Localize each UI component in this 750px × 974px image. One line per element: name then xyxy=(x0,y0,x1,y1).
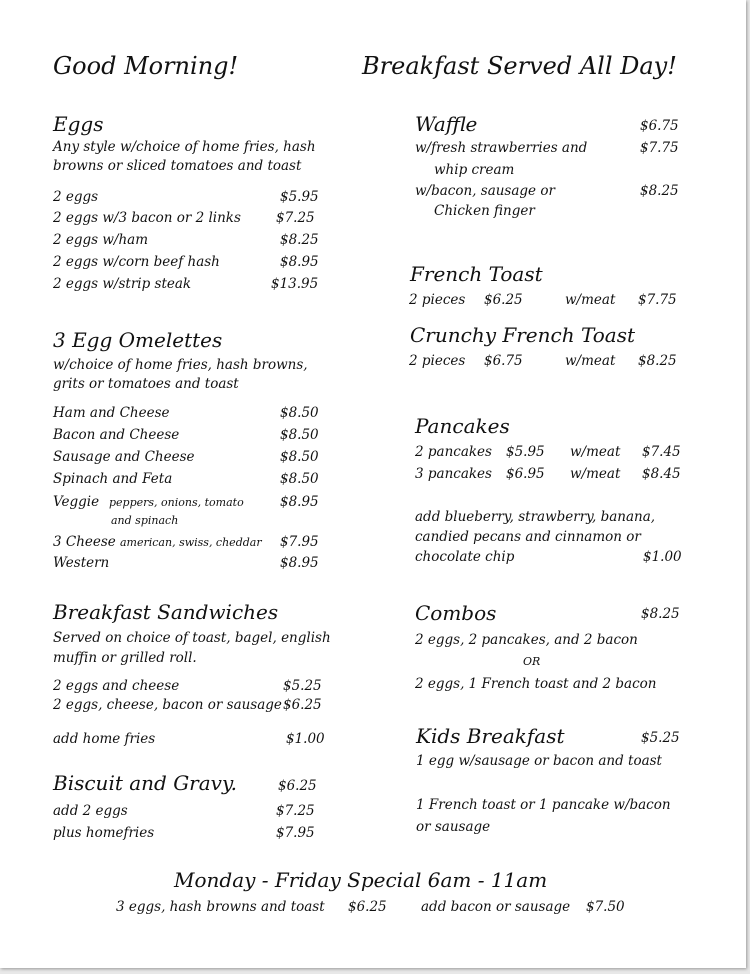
menu-item-price: $8.25 xyxy=(638,353,677,369)
menu-item-price: $8.50 xyxy=(280,405,319,421)
menu-item-name: 2 pieces xyxy=(409,353,466,369)
sandwiches-desc: Served on choice of toast, bagel, english xyxy=(53,630,331,646)
menu-item-name: plus homefries xyxy=(53,825,155,841)
menu-item-price: $6.75 xyxy=(484,353,523,369)
menu-item-name: w/fresh strawberries and xyxy=(415,140,588,156)
pancakes-add-text: candied pecans and cinnamon or xyxy=(415,529,641,545)
greeting-heading: Good Morning! xyxy=(53,52,239,80)
menu-item-name: 2 eggs xyxy=(53,189,99,205)
menu-item-price: $8.25 xyxy=(640,183,679,199)
menu-item-price: $7.45 xyxy=(642,444,681,460)
combos-title: Combos xyxy=(415,601,497,625)
menu-item-price: $1.00 xyxy=(286,731,325,747)
special-title: Monday - Friday Special 6am - 11am xyxy=(174,868,548,892)
menu-item-name: 3 Cheese xyxy=(53,534,116,550)
menu-item-name: 2 eggs, 1 French toast and 2 bacon xyxy=(415,676,657,692)
menu-item-name: Spinach and Feta xyxy=(53,471,173,487)
menu-item-price: $8.25 xyxy=(641,606,680,622)
menu-item-name: Veggie xyxy=(53,494,100,510)
menu-item-name: 2 pancakes xyxy=(415,444,492,460)
menu-item-name: 2 eggs, cheese, bacon or sausage xyxy=(53,697,282,713)
menu-item-price: $7.75 xyxy=(640,140,679,156)
menu-item-price: $8.45 xyxy=(642,466,681,482)
menu-item-name: whip cream xyxy=(434,162,515,178)
pancakes-add-text: add blueberry, strawberry, banana, xyxy=(415,509,656,525)
omelettes-desc: w/choice of home fries, hash browns, xyxy=(53,357,308,373)
eggs-desc: browns or sliced tomatoes and toast xyxy=(53,158,302,174)
menu-item-name: 2 eggs w/3 bacon or 2 links xyxy=(53,210,241,226)
menu-item-price: $5.95 xyxy=(280,189,319,205)
menu-item-price: $6.95 xyxy=(506,466,545,482)
special-add-price: $7.50 xyxy=(586,899,625,915)
menu-item-name: 2 eggs and cheese xyxy=(53,678,180,694)
menu-item-name: 2 eggs w/strip steak xyxy=(53,276,192,292)
menu-item-name: Bacon and Cheese xyxy=(53,427,180,443)
menu-item-name: 2 pieces xyxy=(409,292,466,308)
menu-item-name: Ham and Cheese xyxy=(53,405,170,421)
menu-item-price: $13.95 xyxy=(271,276,319,292)
menu-item-price: $8.95 xyxy=(280,254,319,270)
biscuit-title: Biscuit and Gravy. xyxy=(53,771,237,795)
menu-item-price: $6.25 xyxy=(484,292,523,308)
crunchy-french-toast-title: Crunchy French Toast xyxy=(410,323,636,347)
menu-item-name: 1 egg w/sausage or bacon and toast xyxy=(416,753,662,769)
menu-item-name: 1 French toast or 1 pancake w/bacon xyxy=(416,797,671,813)
menu-item-price: $5.95 xyxy=(506,444,545,460)
menu-item-name: add 2 eggs xyxy=(53,803,128,819)
menu-item-note: peppers, onions, tomato xyxy=(109,496,244,509)
menu-item-note: and spinach xyxy=(111,514,179,527)
menu-item-price: $8.95 xyxy=(280,494,319,510)
french-toast-title: French Toast xyxy=(410,262,543,286)
omelettes-title: 3 Egg Omelettes xyxy=(53,328,223,352)
menu-item-note: american, swiss, cheddar xyxy=(120,536,262,549)
menu-item-price: $8.50 xyxy=(280,449,319,465)
menu-item-price: $5.25 xyxy=(641,730,680,746)
eggs-title: Eggs xyxy=(53,112,104,136)
menu-item-price: $7.95 xyxy=(276,825,315,841)
menu-item-price: $7.95 xyxy=(280,534,319,550)
menu-item-name: 2 eggs, 2 pancakes, and 2 bacon xyxy=(415,632,638,648)
menu-item-price: $5.25 xyxy=(283,678,322,694)
menu-item-name: Sausage and Cheese xyxy=(53,449,195,465)
menu-item-price: $1.00 xyxy=(643,549,682,565)
pancakes-title: Pancakes xyxy=(415,414,510,438)
menu-item-name: 2 eggs w/ham xyxy=(53,232,149,248)
waffle-title: Waffle xyxy=(415,112,478,136)
menu-item-price: $8.50 xyxy=(280,427,319,443)
special-line: 3 eggs, hash browns and toast xyxy=(116,899,325,915)
menu-item-price: $8.95 xyxy=(280,555,319,571)
menu-item-price: $7.25 xyxy=(276,210,315,226)
omelettes-desc: grits or tomatoes and toast xyxy=(53,376,239,392)
eggs-desc: Any style w/choice of home fries, hash xyxy=(53,139,316,155)
menu-item-price: $8.50 xyxy=(280,471,319,487)
served-all-day-heading: Breakfast Served All Day! xyxy=(362,52,677,80)
special-price: $6.25 xyxy=(348,899,387,915)
sandwiches-title: Breakfast Sandwiches xyxy=(53,600,279,624)
special-add: add bacon or sausage xyxy=(421,899,571,915)
menu-item-name: 3 pancakes xyxy=(415,466,492,482)
menu-item-name: w/meat xyxy=(570,466,621,482)
menu-item-name: Western xyxy=(53,555,110,571)
menu-item-name: add home fries xyxy=(53,731,156,747)
pancakes-add-text: chocolate chip xyxy=(415,549,515,565)
menu-item-price: $7.25 xyxy=(276,803,315,819)
menu-item-price: $6.25 xyxy=(278,778,317,794)
menu-item-name: or sausage xyxy=(416,819,491,835)
sandwiches-desc: muffin or grilled roll. xyxy=(53,650,197,666)
menu-item-name: w/bacon, sausage or xyxy=(415,183,555,199)
menu-item-price: $7.75 xyxy=(638,292,677,308)
menu-item-price: $6.25 xyxy=(283,697,322,713)
kids-breakfast-title: Kids Breakfast xyxy=(416,724,565,748)
menu-item-name: Chicken finger xyxy=(434,203,535,219)
combos-or: OR xyxy=(523,655,541,668)
menu-item-name: w/meat xyxy=(565,292,616,308)
menu-item-name: w/meat xyxy=(565,353,616,369)
menu-item-price: $6.75 xyxy=(640,118,679,134)
menu-item-name: w/meat xyxy=(570,444,621,460)
menu-item-name: 2 eggs w/corn beef hash xyxy=(53,254,220,270)
menu-item-price: $8.25 xyxy=(280,232,319,248)
